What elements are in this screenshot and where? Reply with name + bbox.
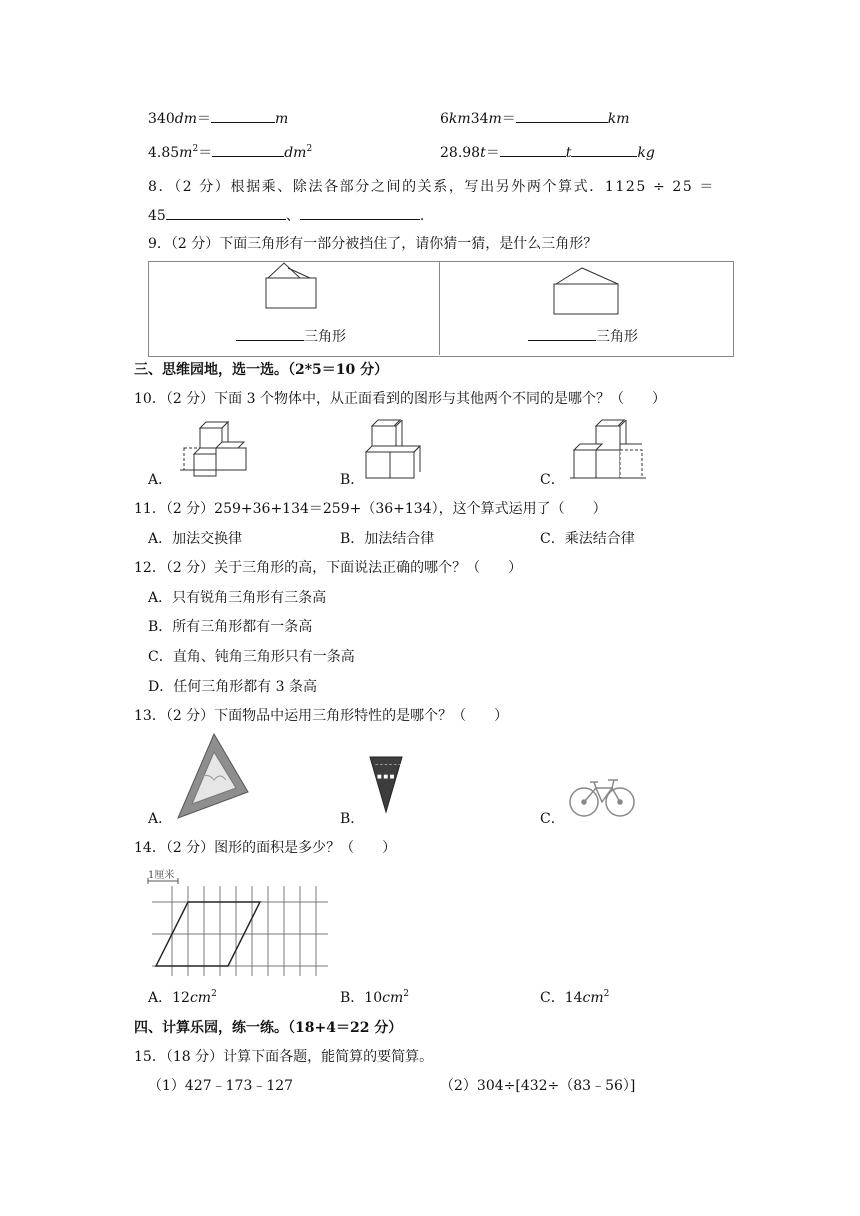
q9-question: 9．（2 分）下面三角形有一部分被挡住了，请你猜一猜，是什么三角形？ bbox=[148, 236, 598, 252]
q11-question: 11．（2 分）259+36+134＝259+（36+134），这个算式运用了（ ） bbox=[134, 501, 607, 517]
q14-option-a[interactable]: A．$12cm^2$ bbox=[148, 989, 217, 1006]
q14-option-b[interactable]: B．$10cm^2$ bbox=[340, 989, 409, 1006]
q13-option-c[interactable]: C． bbox=[540, 811, 565, 827]
q10-question: 10．（2 分）下面 3 个物体中，从正面看到的图形与其他两个不同的是哪个？（ ） bbox=[134, 391, 666, 407]
q12-option-d[interactable]: D．任何三角形都有 3 条高 bbox=[148, 679, 318, 695]
q9-label-right: 三角形 bbox=[528, 326, 638, 346]
q7-item-3: $4.85m^2= dm^2$ bbox=[148, 144, 313, 161]
q8-question: 8．（2 分）根据乘、除法各部分之间的关系，写出另外两个算式．1125 ÷ 25 ＝ bbox=[148, 179, 715, 195]
q13-option-a[interactable]: A． bbox=[148, 811, 173, 827]
q11-option-a[interactable]: A．加法交换律 bbox=[148, 531, 243, 547]
q14-question: 14．（2 分）图形的面积是多少？（ ） bbox=[134, 840, 397, 856]
q10-option-b[interactable]: B． bbox=[340, 472, 365, 488]
q12-option-c[interactable]: C．直角、钝角三角形只有一条高 bbox=[148, 649, 355, 665]
section-4-heading: 四、计算乐园，练一练。（18+4＝22 分） bbox=[134, 1020, 403, 1036]
q12-option-a[interactable]: A．只有锐角三角形有三条高 bbox=[148, 590, 327, 606]
q8-answer-line: 45 、 . bbox=[148, 205, 424, 225]
q14-option-c[interactable]: C．$14cm^2$ bbox=[540, 989, 610, 1006]
q12-option-b[interactable]: B．所有三角形都有一条高 bbox=[148, 619, 313, 635]
q9-label-left: 三角形 bbox=[236, 326, 346, 346]
svg-text:~ ~ ~ ~ ~ ~: ~ ~ ~ ~ ~ ~ bbox=[375, 762, 402, 767]
q10-option-a[interactable]: A． bbox=[148, 472, 173, 488]
q15-question: 15．（18 分）计算下面各题，能简算的要简算。 bbox=[134, 1049, 434, 1065]
q15-part-2: （2）304÷[432÷（83﹣56）] bbox=[440, 1078, 636, 1094]
section-3-heading: 三、思维园地，选一选。（2*5＝10 分） bbox=[134, 362, 389, 378]
q11-option-c[interactable]: C．乘法结合律 bbox=[540, 531, 635, 547]
q13-option-b[interactable]: B． bbox=[340, 811, 365, 827]
q15-part-1: （1）427﹣173﹣127 bbox=[148, 1078, 294, 1094]
svg-text:■ ■ ■: ■ ■ ■ bbox=[377, 774, 395, 780]
q7-item-2: 6km34m＝ km bbox=[440, 108, 630, 128]
q7-item-4: 28.98t＝ t kg bbox=[440, 142, 655, 162]
q11-option-b[interactable]: B．加法结合律 bbox=[340, 531, 435, 547]
q7-item-1: 340dm＝ m bbox=[148, 108, 288, 128]
q10-option-c[interactable]: C． bbox=[540, 472, 565, 488]
grid-unit-label: 1厘米 bbox=[148, 870, 175, 881]
q12-question: 12．（2 分）关于三角形的高，下面说法正确的哪个？（ ） bbox=[134, 560, 523, 576]
q13-question: 13．（2 分）下面物品中运用三角形特性的是哪个？（ ） bbox=[134, 708, 509, 724]
